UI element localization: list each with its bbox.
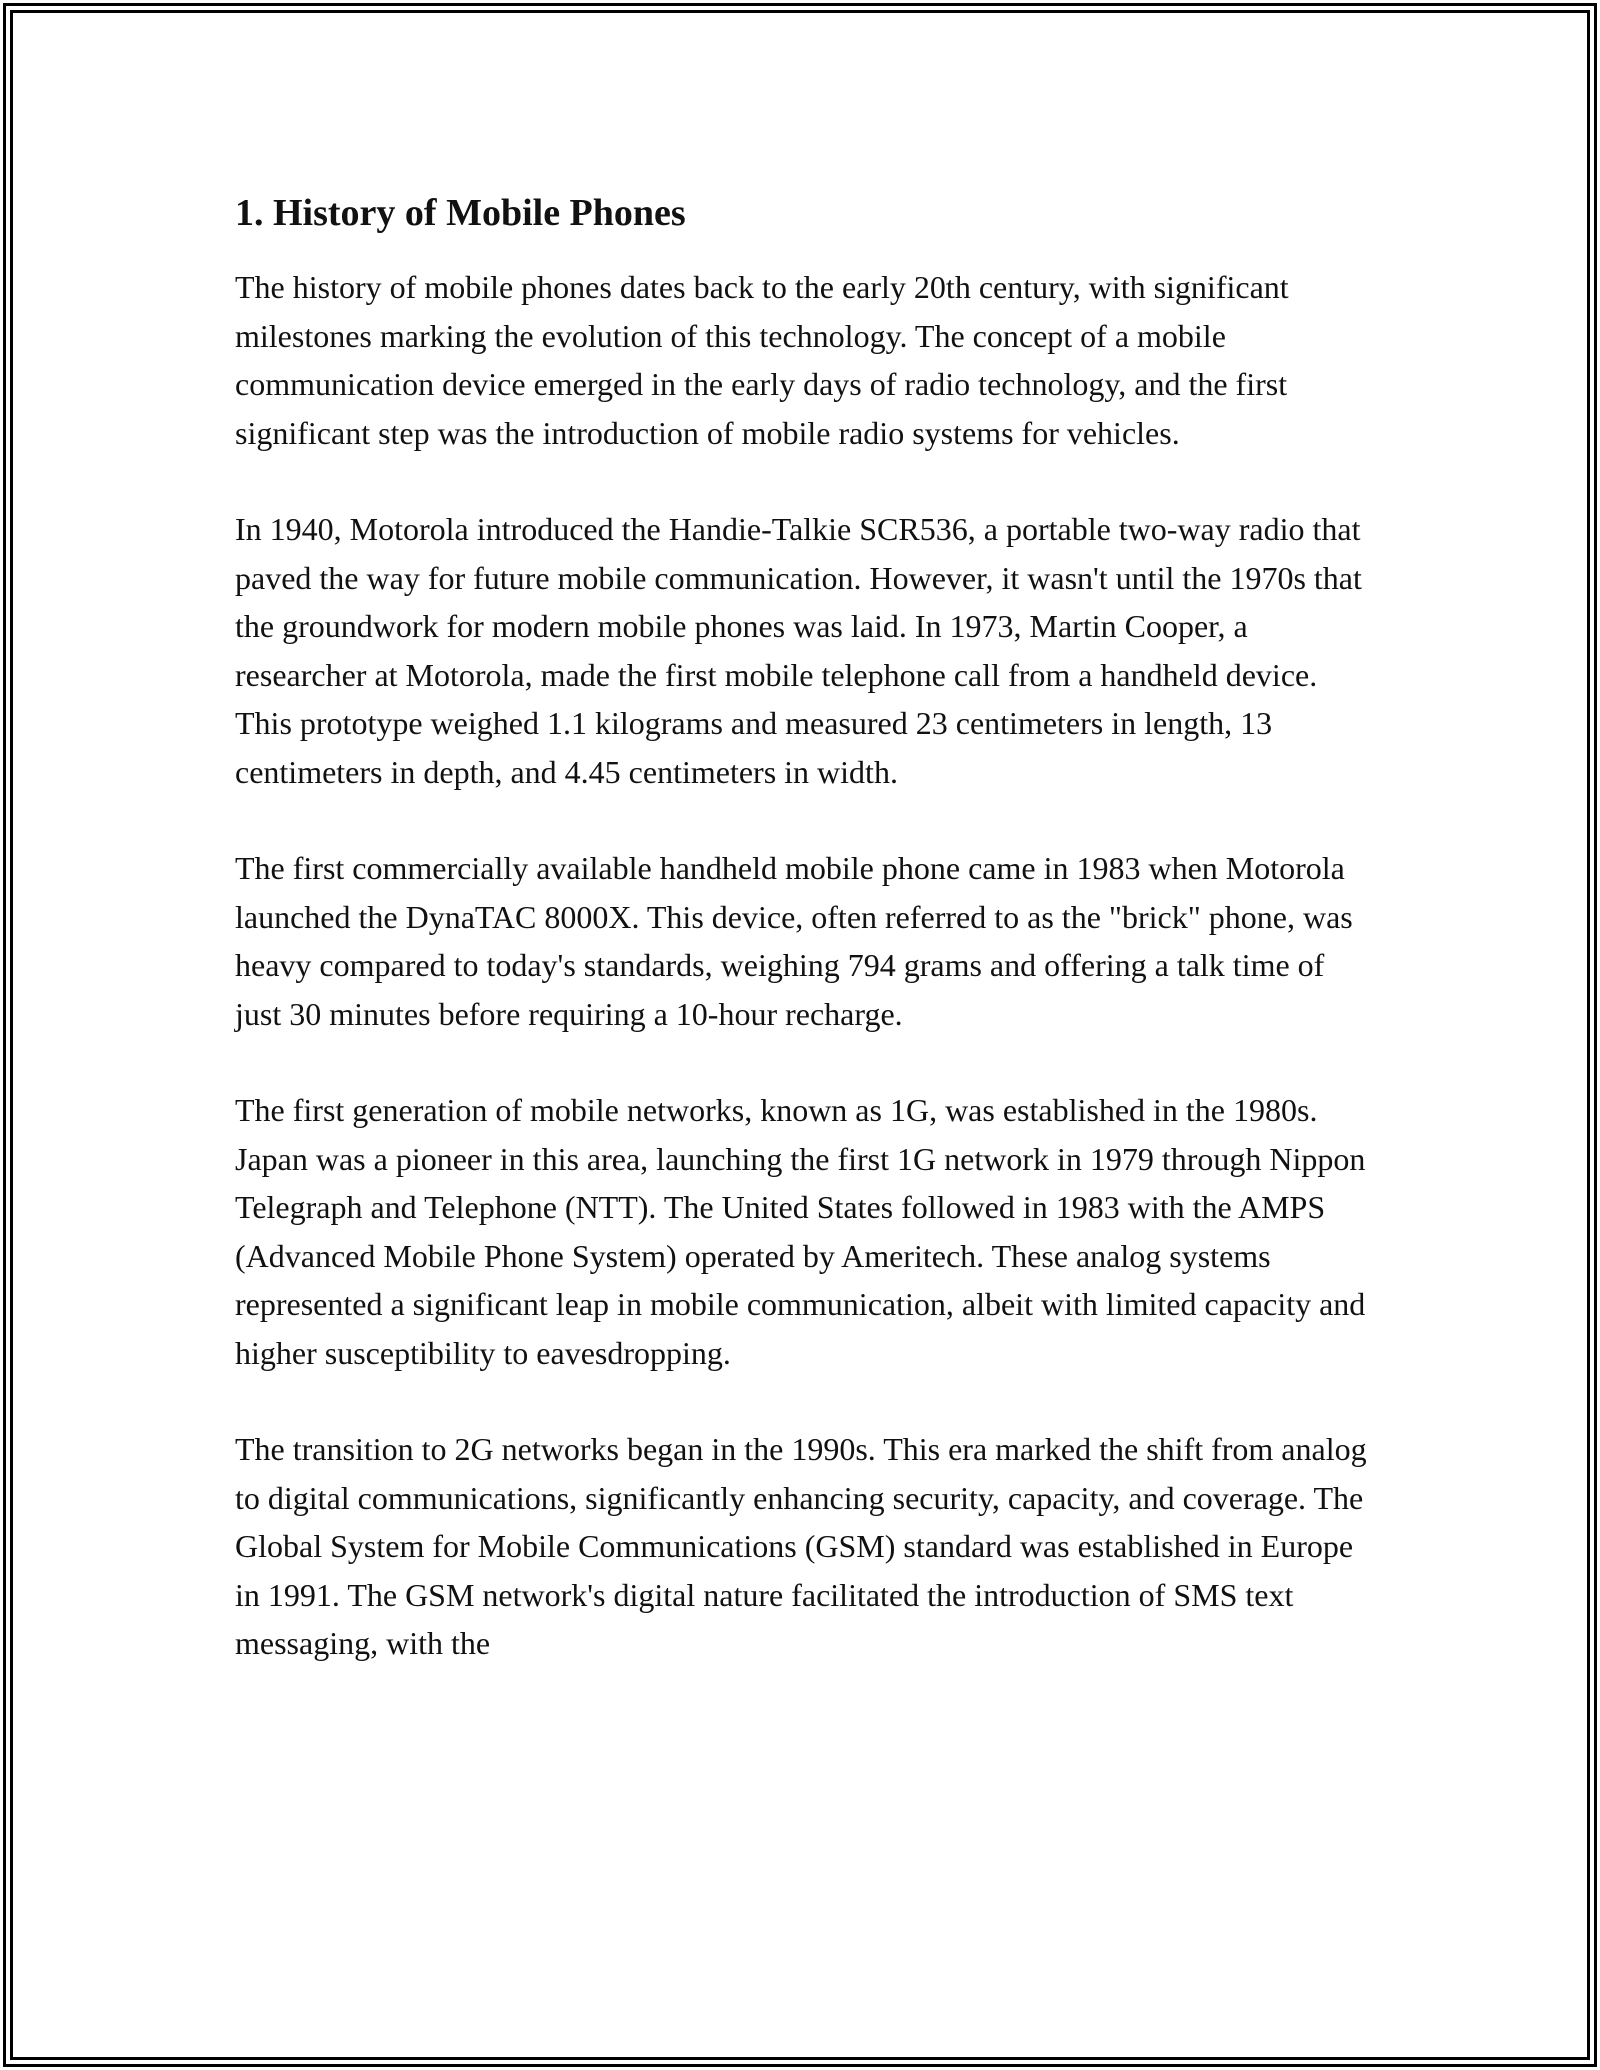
paragraph-1g-networks: The first generation of mobile networks, known as 1G, was established in the 1980s. Japan was a pioneer in this area, launching the first 1G network in 1979 through Nippon Telegraph and Telephone (NTT). The United States followed in 1983 with the AMPS (Advanced Mobile Phone System) operated by Ameritech. These analog systems represented a significant leap in mobile communication, albeit with limited capacity and higher susceptibility to eavesdropping.: [235, 1092, 1366, 1371]
paragraph-intro: The history of mobile phones dates back to the early 20th century, with significant milestones marking the evolution of this technology. The concept of a mobile communication device emerged in the early days of radio technology, and the first significant step was the introduction of mobile radio systems for vehicles.: [235, 269, 1289, 451]
section-heading: 1. History of Mobile Phones: [235, 192, 686, 234]
paragraph-dynatac: The first commercially available handheld mobile phone came in 1983 when Motorola launched the DynaTAC 8000X. This device, often referred to as the "brick" phone, was heavy compared to today's standards, weighing 794 grams and offering a talk time of just 30 minutes before requiring a 10-hour recharge.: [235, 850, 1353, 1032]
paragraph-2g-networks: The transition to 2G networks began in the 1990s. This era marked the shift from analog to digital communications, significantly enhancing security, capacity, and coverage. The Global System for Mobile Communications (GSM) standard was established in Europe in 1991. The GSM network's digital nature facilitated the introduction of SMS text messaging, with the: [235, 1431, 1367, 1661]
document-body: [235, 185, 1375, 1716]
paragraph-motorola-1940: In 1940, Motorola introduced the Handie-Talkie SCR536, a portable two-way radio that paved the way for future mobile communication. However, it wasn't until the 1970s that the groundwork for modern mobile phones was laid. In 1973, Martin Cooper, a researcher at Motorola, made the first mobile telephone call from a handheld device. This prototype weighed 1.1 kilograms and measured 23 centimeters in length, 13 centimeters in depth, and 4.45 centimeters in width.: [235, 511, 1362, 790]
